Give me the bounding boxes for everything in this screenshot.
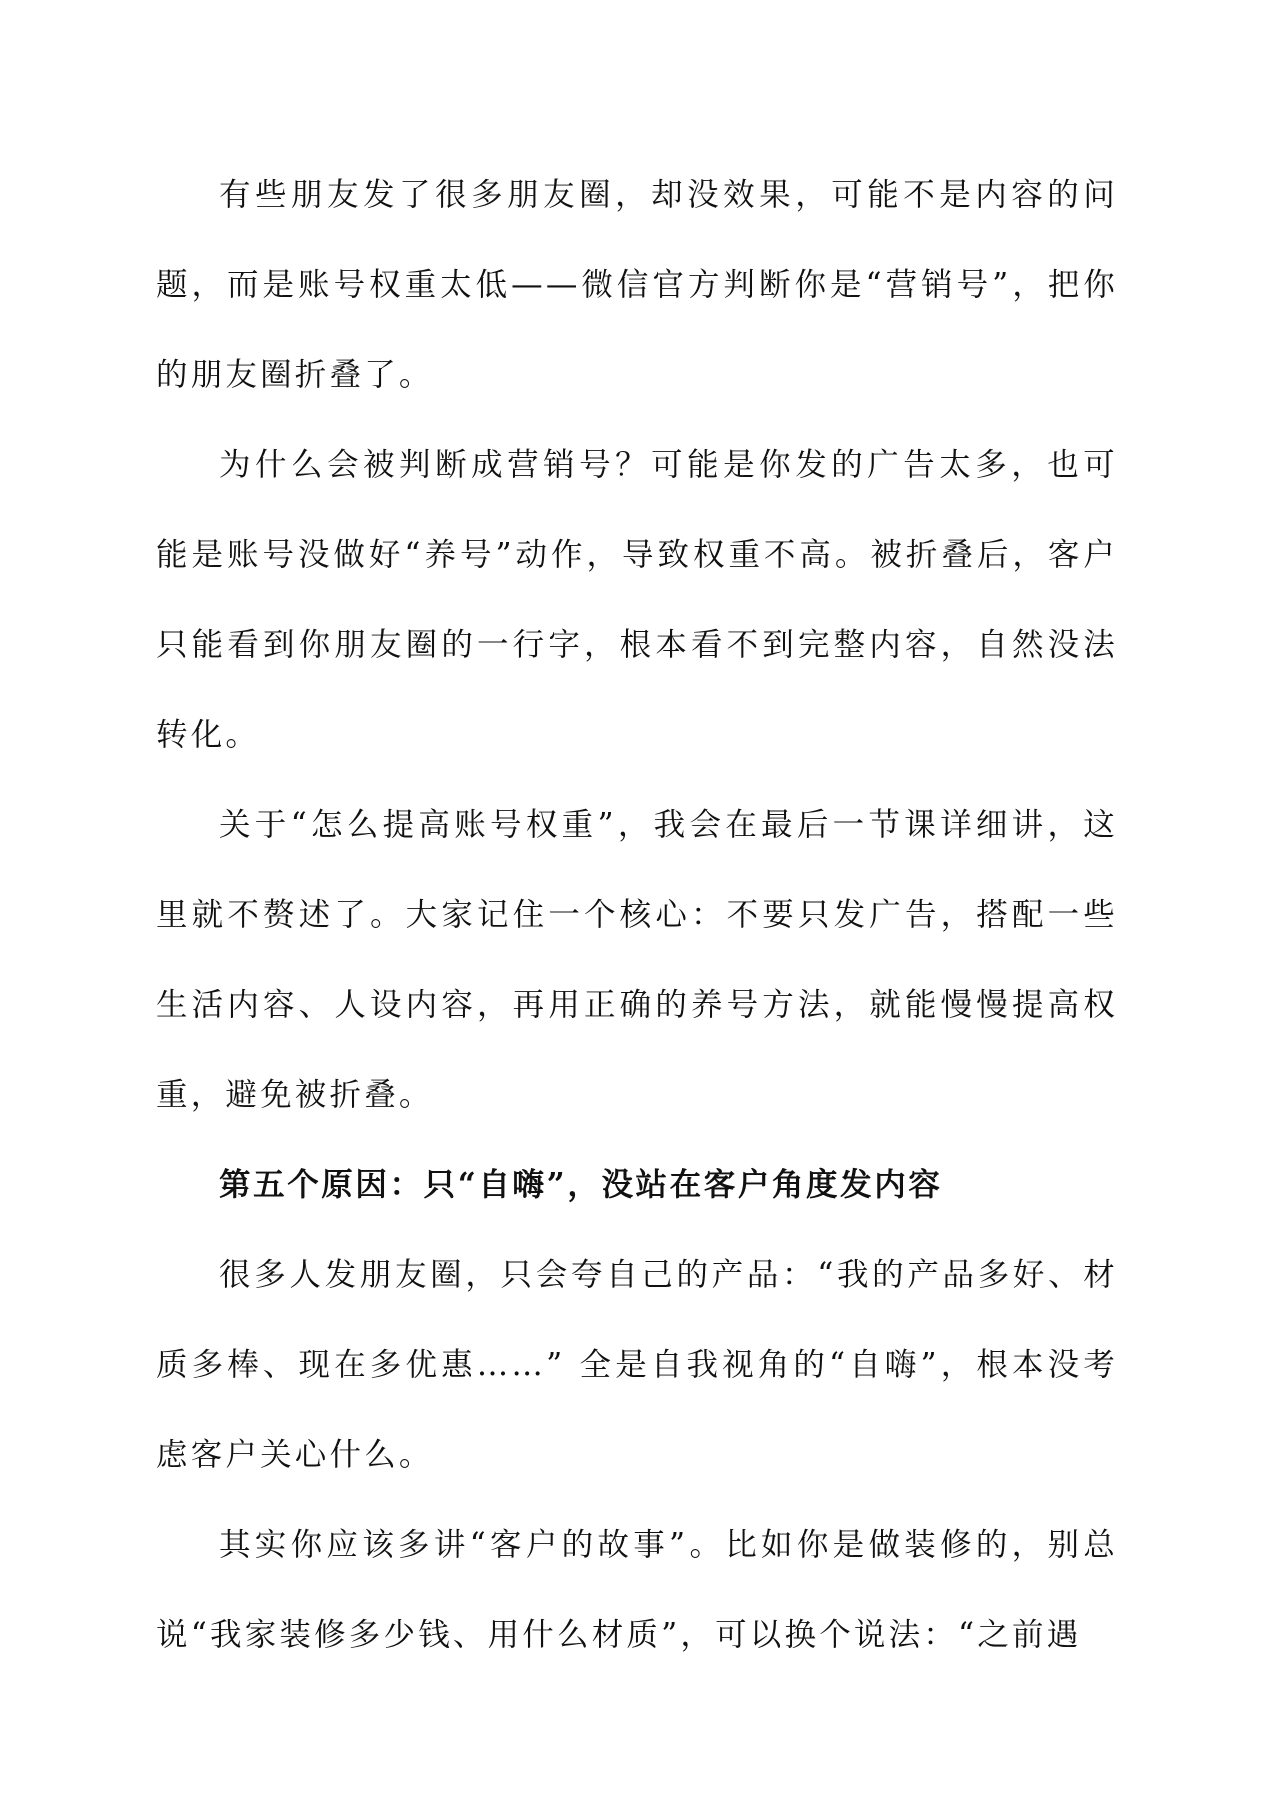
paragraph-customer-story: 其实你应该多讲“客户的故事”。比如你是做装修的，别总说“我家装修多少钱、用什么材质”，可以换个说法：“之前遇 (156, 1527, 1118, 1653)
paragraph-marketing-account: 为什么会被判断成营销号？可能是你发的广告太多，也可能是账号没做好“养号”动作，导致权重不高。被折叠后，客户只能看到你朋友圈的一行字，根本看不到完整内容，自然没法转化。 (156, 447, 1118, 753)
paragraph-improve-weight: 关于“怎么提高账号权重”，我会在最后一节课详细讲，这里就不赘述了。大家记住一个核心：不要只发广告，搭配一些生活内容、人设内容，再用正确的养号方法，就能慢慢提高权重，避免被折叠。 (156, 807, 1118, 1113)
section-heading: 第五个原因：只“自嗨”，没站在客户角度发内容 (219, 1166, 943, 1203)
paragraph-self-praise: 很多人发朋友圈，只会夸自己的产品：“我的产品多好、材质多棒、现在多优惠……” 全是自我视角的“自嗨”，根本没考虑客户关心什么。 (156, 1257, 1118, 1473)
document-body (156, 150, 1118, 1680)
paragraph-account-weight: 有些朋友发了很多朋友圈，却没效果，可能不是内容的问题，而是账号权重太低——微信官方判断你是“营销号”，把你的朋友圈折叠了。 (156, 177, 1118, 393)
